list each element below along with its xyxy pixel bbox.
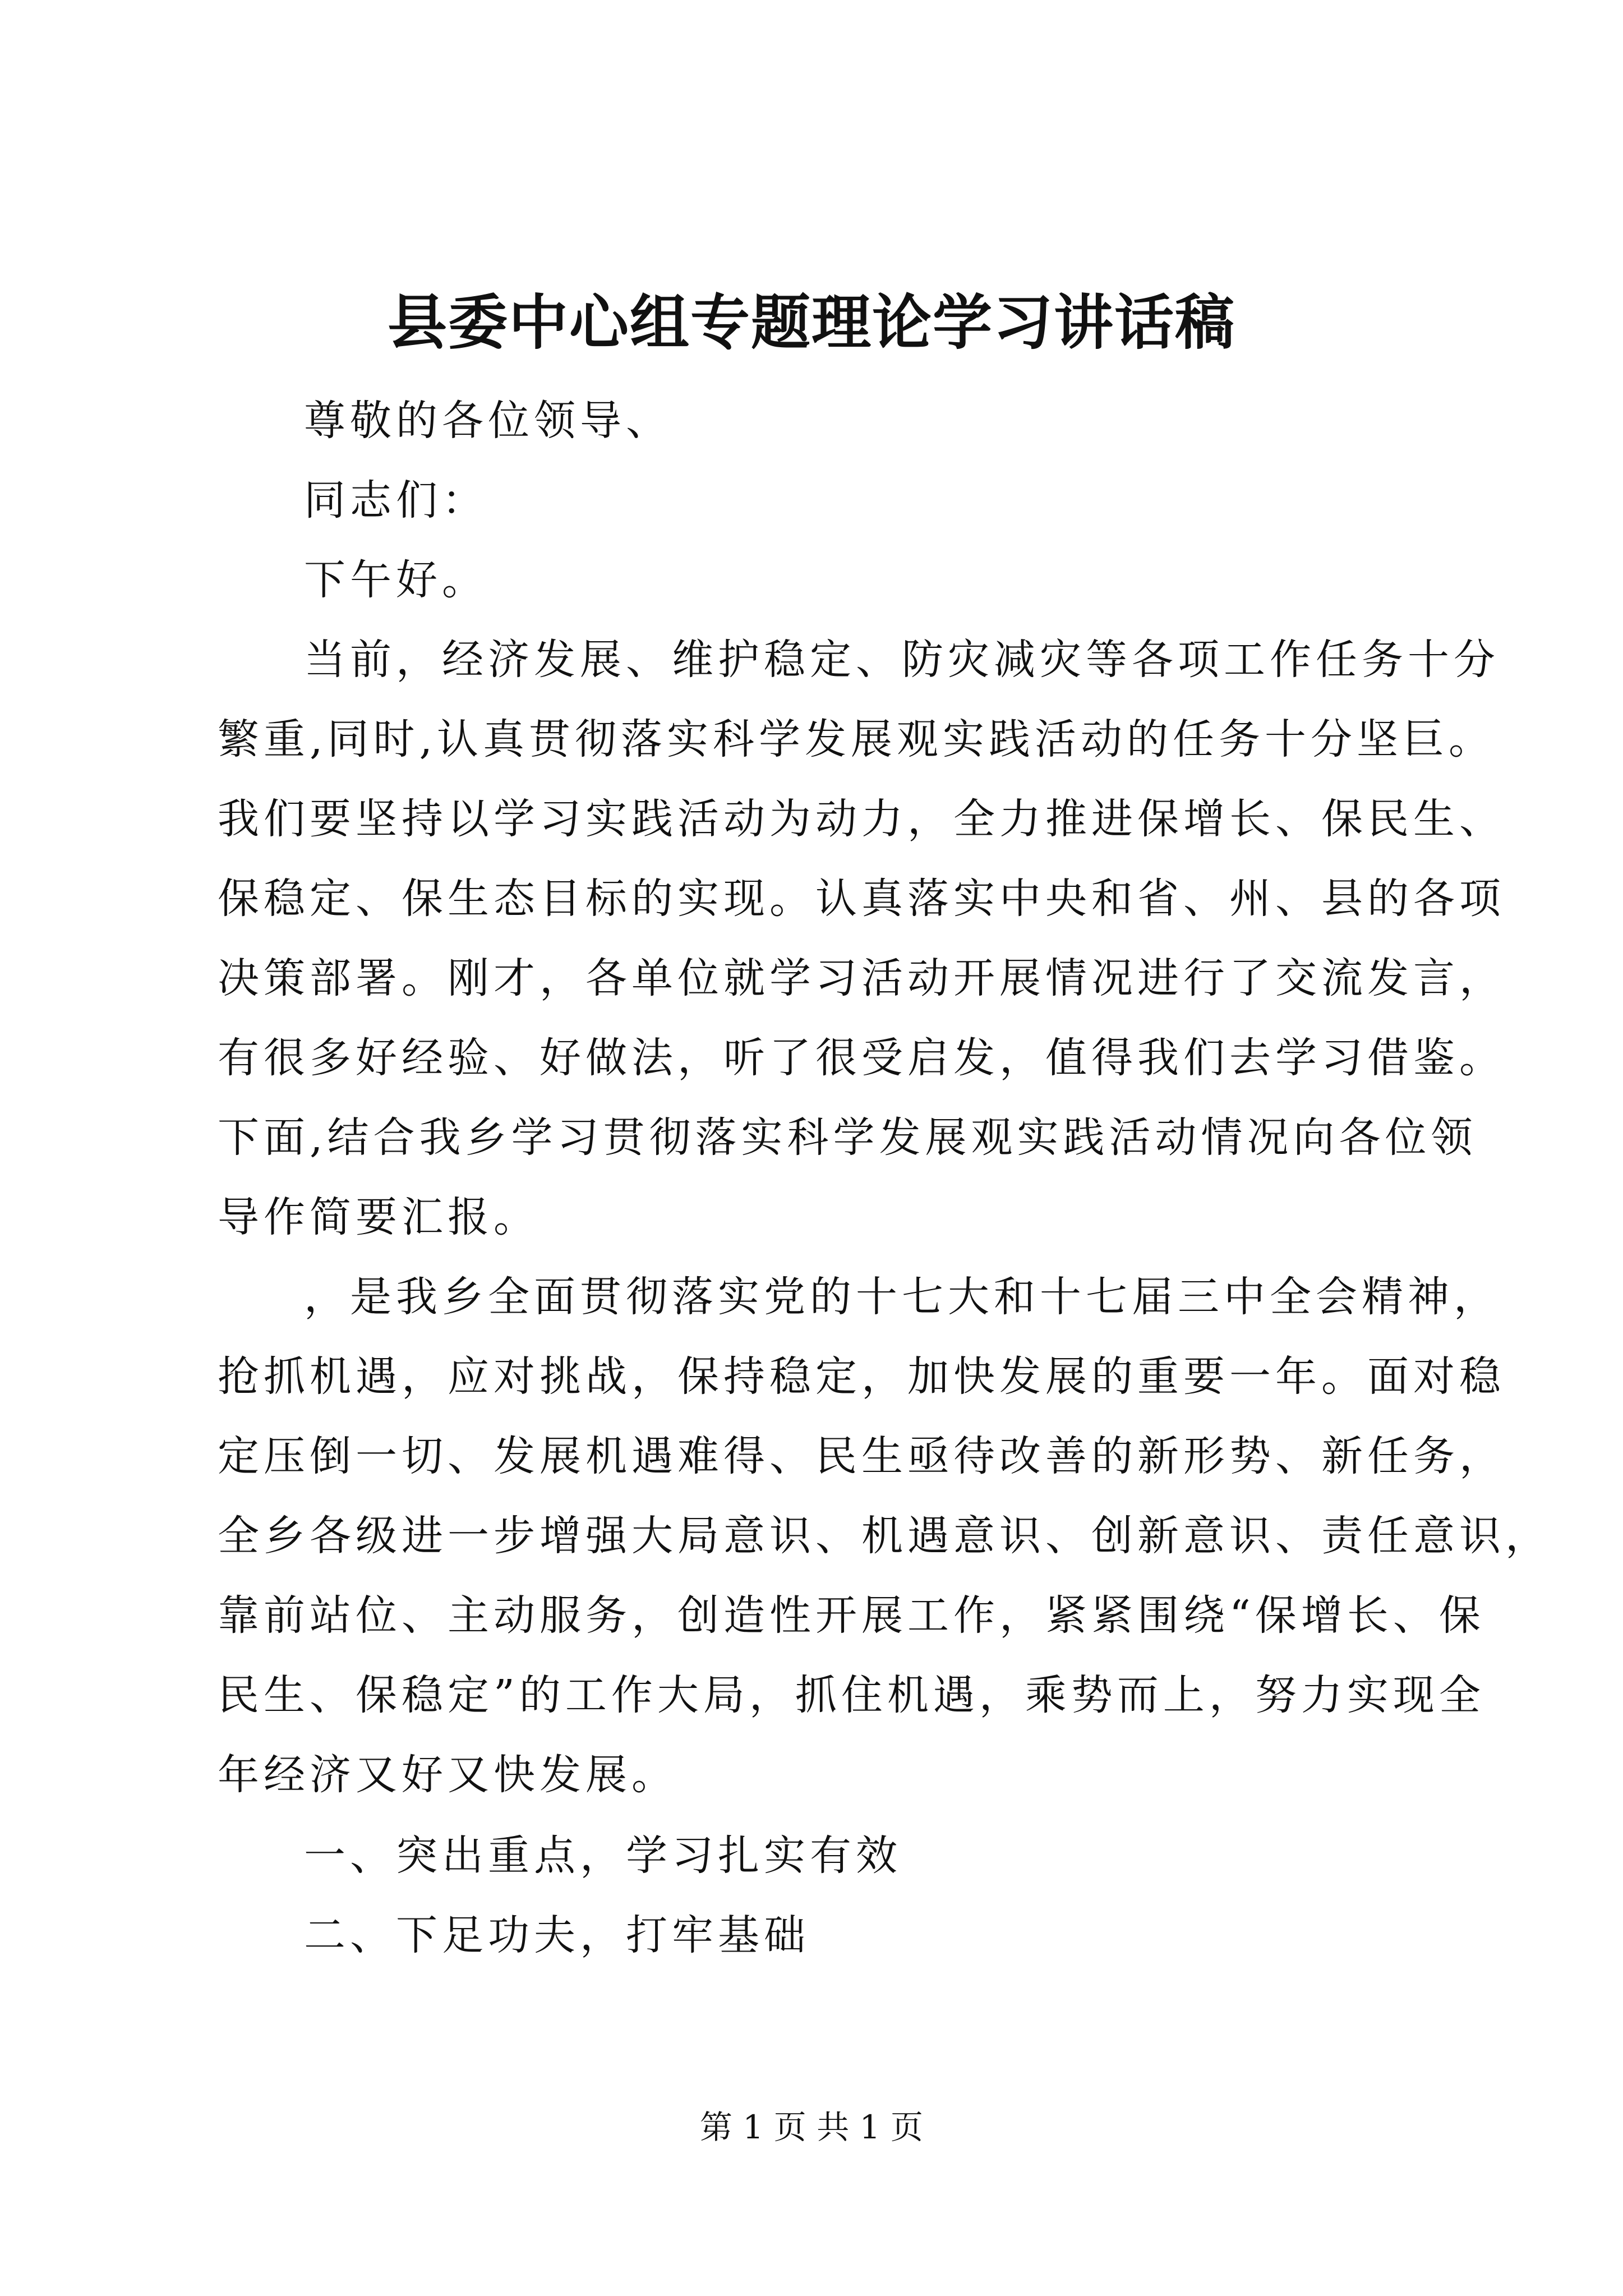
paragraph-1-line: 保稳定、保生态目标的实现。认真落实中央和省、州、县的各项	[218, 875, 1505, 923]
paragraph-1-line: 导作简要汇报。	[218, 1193, 540, 1241]
salutation-line-2: 同志们：	[304, 476, 488, 524]
paragraph-1-line: 繁重,同时,认真贯彻落实科学发展观实践活动的任务十分坚巨。	[218, 715, 1495, 763]
paragraph-2-line: 定压倒一切、发展机遇难得、民生亟待改善的新形势、新任务，	[218, 1432, 1505, 1480]
section-heading-1: 一、突出重点，学习扎实有效	[304, 1832, 902, 1880]
paragraph-2-line: 全乡各级进一步增强大局意识、机遇意识、创新意识、责任意识，	[218, 1512, 1551, 1560]
page-footer: 第 1 页 共 1 页	[700, 2108, 923, 2146]
paragraph-2-line: 靠前站位、主动服务，创造性开展工作，紧紧围绕“保增长、保	[218, 1591, 1485, 1640]
salutation-line-1: 尊敬的各位领导、	[304, 397, 672, 445]
paragraph-1-line: 当前，经济发展、维护稳定、防灾减灾等各项工作任务十分	[304, 636, 1500, 684]
paragraph-2-line: 抢抓机遇，应对挑战，保持稳定，加快发展的重要一年。面对稳	[218, 1352, 1505, 1401]
greeting-line: 下午好。	[304, 556, 488, 604]
paragraph-1-line: 决策部署。刚才，各单位就学习活动开展情况进行了交流发言，	[218, 954, 1505, 1002]
section-heading-2: 二、下足功夫，打牢基础	[304, 1911, 810, 1959]
paragraph-1-line: 我们要坚持以学习实践活动为动力，全力推进保增长、保民生、	[218, 795, 1505, 843]
paragraph-1-line: 下面,结合我乡学习贯彻落实科学发展观实践活动情况向各位领	[218, 1114, 1477, 1162]
paragraph-1-line: 有很多好经验、好做法，听了很受启发，值得我们去学习借鉴。	[218, 1034, 1505, 1082]
paragraph-2-line: 民生、保稳定”的工作大局，抓住机遇，乘势而上，努力实现全	[218, 1671, 1485, 1719]
paragraph-2-line: ，是我乡全面贯彻落实党的十七大和十七届三中全会精神，	[304, 1273, 1500, 1321]
document-title: 县委中心组专题理论学习讲话稿	[388, 287, 1235, 357]
paragraph-2-line: 年经济又好又快发展。	[218, 1751, 677, 1799]
